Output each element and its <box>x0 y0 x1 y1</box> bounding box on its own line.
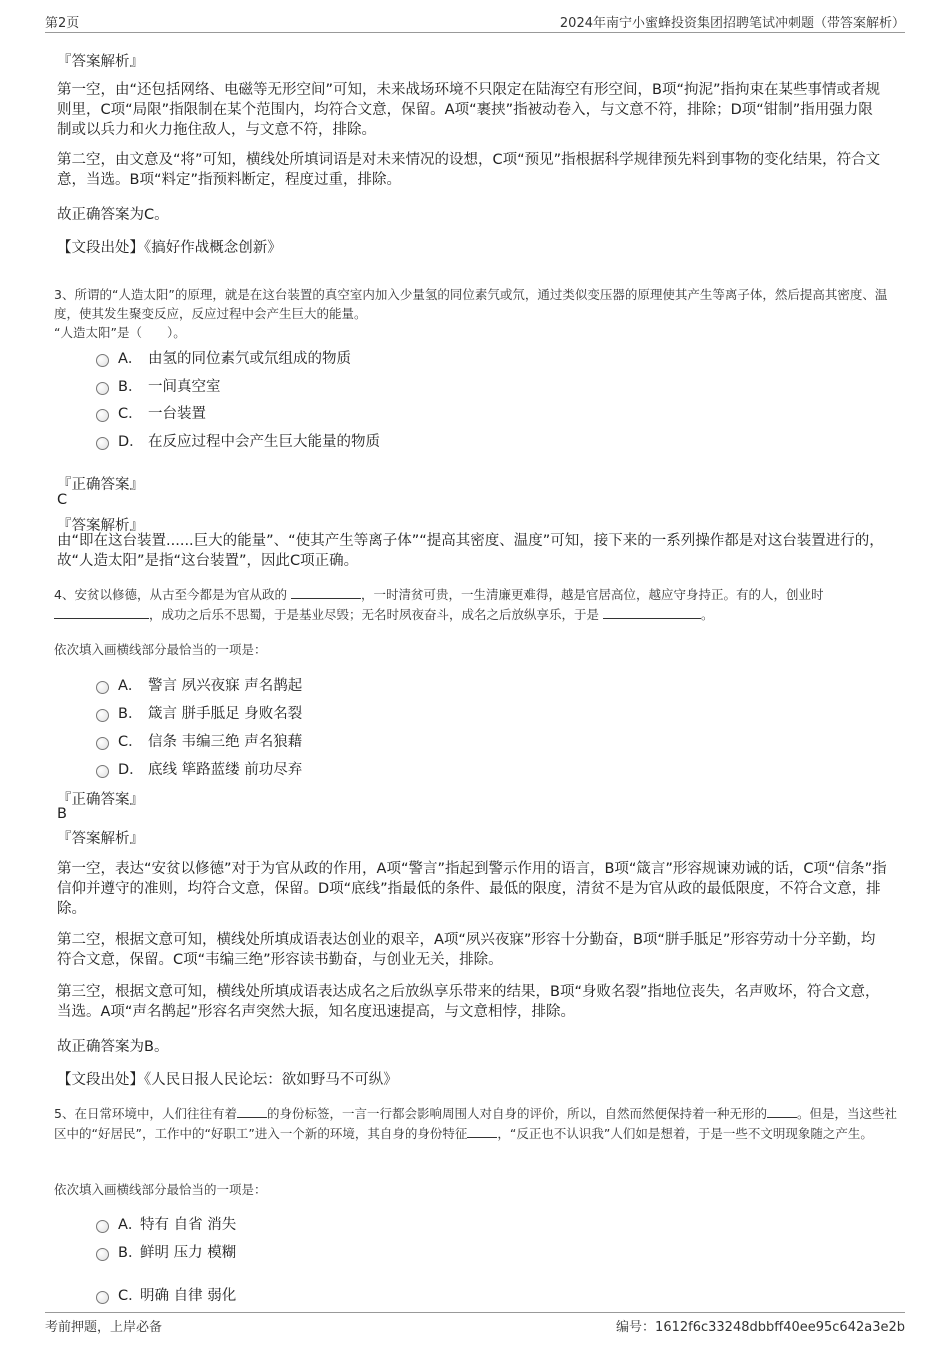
analysis-label: 『答案解析』 <box>57 518 144 534</box>
option-text: 明确 自律 弱化 <box>140 1288 237 1304</box>
option-text: 在反应过程中会产生巨大能量的物质 <box>148 434 380 450</box>
option-text: 特有 自省 消失 <box>140 1217 237 1233</box>
option-letter: B． <box>118 379 143 395</box>
analysis-paragraph: 第三空，根据文意可知，横线处所填成语表达成名之后放纵享乐带来的结果，B项“身败名裂”指地位丧失，名声败坏，符合文意，当选。A项“声名鹊起”形容名声突然大振，知名度迅速提高，与文意相悖，排除。 <box>57 984 880 1020</box>
question-stem <box>54 584 899 624</box>
document-title: 2024年南宁小蜜蜂投资集团招聘笔试冲刺题（带答案解析） <box>559 16 905 31</box>
correct-answer-label: 『正确答案』 <box>57 792 144 808</box>
option-text: 信条 韦编三绝 声名狼藉 <box>148 734 303 750</box>
option-text: 一台装置 <box>148 406 206 422</box>
option-d[interactable] <box>96 430 380 451</box>
page-number: 第2页 <box>45 16 80 31</box>
question-stem: 3、所谓的“人造太阳”的原理，就是在这台装置的真空室内加入少量氢的同位素氕或氘，通过类似变压器的原理使其产生等离子体，然后提高其密度、温度，使其发生聚变反应，反应过程中会产生巨大的能量。 <box>54 287 888 321</box>
stem-text: 。 <box>701 607 714 622</box>
option-letter: A． <box>118 1217 143 1233</box>
option-letter: B． <box>118 1245 143 1261</box>
stem-text: 的身份标签，一言一行都会影响周围人对自身的评价，所以，自然而然便保持着一种无形的 <box>266 1106 767 1121</box>
footer-divider <box>45 1312 905 1313</box>
option-text: 鲜明 压力 模糊 <box>140 1245 237 1261</box>
option-b[interactable] <box>96 375 221 396</box>
question-prompt: 依次填入画横线部分最恰当的一项是： <box>54 642 267 657</box>
footer-slogan: 考前押题，上岸必备 <box>45 1320 163 1335</box>
blank-line <box>767 1103 797 1118</box>
question-stem <box>54 1103 899 1143</box>
radio-icon[interactable] <box>96 437 109 450</box>
analysis-label: 『答案解析』 <box>57 831 144 847</box>
option-b[interactable] <box>96 702 302 723</box>
radio-icon[interactable] <box>96 409 109 422</box>
header-divider <box>45 32 905 33</box>
analysis-paragraph: 第二空，由文意及“将”可知，横线处所填词语是对未来情况的设想，C项“预见”指根据科学规律预先料到事物的变化结果，符合文意，当选。B项“料定”指预料断定，程度过重，排除。 <box>57 152 881 188</box>
option-letter: C． <box>118 1288 143 1304</box>
blank-line <box>291 584 361 599</box>
option-letter: D． <box>118 434 144 450</box>
option-letter: A． <box>118 351 143 367</box>
radio-icon[interactable] <box>96 1291 109 1304</box>
option-a[interactable] <box>96 347 351 368</box>
option-text: 警言 夙兴夜寐 声名鹊起 <box>148 678 303 694</box>
option-text: 由氢的同位素氕或氘组成的物质 <box>148 351 351 367</box>
correct-answer: B <box>57 806 67 822</box>
source-citation: 【文段出处】《人民日报人民论坛：欲如野马不可纵》 <box>57 1072 398 1088</box>
blank-line <box>603 604 701 619</box>
option-letter: C． <box>118 406 143 422</box>
correct-answer: C <box>57 492 68 508</box>
option-letter: B． <box>118 706 143 722</box>
question-prompt: “人造太阳”是（ ）。 <box>54 325 186 340</box>
analysis-paragraph: 由“即在这台装置......巨大的能量”、“使其产生等离子体”“提高其密度、温度”可知，接下来的一系列操作都是对这台装置进行的，故“人造太阳”是指“这台装置”，因此C项正确。 <box>57 533 884 569</box>
analysis-label: 『答案解析』 <box>57 54 144 70</box>
correct-answer-label: 『正确答案』 <box>57 477 144 493</box>
conclusion: 故正确答案为C。 <box>57 207 169 223</box>
radio-icon[interactable] <box>96 681 109 694</box>
stem-text: ，成功之后乐不思蜀，于是基业尽毁；无名时夙夜奋斗，成名之后放纵享乐，于是 <box>149 607 600 622</box>
option-letter: A． <box>118 678 143 694</box>
option-letter: D． <box>118 762 144 778</box>
option-c[interactable] <box>96 730 302 751</box>
source-citation: 【文段出处】《搞好作战概念创新》 <box>57 240 282 256</box>
option-d[interactable] <box>96 758 302 779</box>
radio-icon[interactable] <box>96 765 109 778</box>
analysis-paragraph: 第一空，由“还包括网络、电磁等无形空间”可知，未来战场环境不只限定在陆海空有形空间，B项“拘泥”指拘束在某些事情或者规则里，C项“局限”指限制在某个范围内，均符合文意，保留。A项“裹挟”指被动卷入，与文意不符，排除；D项“钳制”指用强力限制或以兵力和火力拖住敌人，与文意不符，排除。 <box>57 82 880 138</box>
option-c[interactable] <box>96 402 206 423</box>
option-letter: C． <box>118 734 143 750</box>
blank-line <box>467 1123 497 1138</box>
stem-text: ，一时清贫可贵，一生清廉更难得，越是官居高位，越应守身持正。有的人，创业时 <box>360 587 824 602</box>
option-b[interactable] <box>96 1241 236 1262</box>
radio-icon[interactable] <box>96 1248 109 1261</box>
analysis-paragraph: 第一空，表达“安贫以修德”对于为官从政的作用，A项“警言”指起到警示作用的语言，B项“箴言”形容规谏劝诫的话，C项“信条”指信仰并遵守的准则，均符合文意，保留。D项“底线”指最低的条件、最低的限度，清贫不是为官从政的最低限度，不符合文意，排除。 <box>57 861 887 917</box>
radio-icon[interactable] <box>96 709 109 722</box>
question-prompt: 依次填入画横线部分最恰当的一项是： <box>54 1182 267 1197</box>
blank-line <box>54 604 149 619</box>
analysis-paragraph: 第二空，根据文意可知，横线处所填成语表达创业的艰辛，A项“夙兴夜寐”形容十分勤奋，B项“胼手胝足”形容劳动十分辛勤，均符合文意，保留。C项“韦编三绝”形容读书勤奋，与创业无关，排除。 <box>57 932 876 968</box>
stem-text: 。但是，当这些社区中的“好居民”，工作中的“好职工”进入一个新的环境，其自身的身份特征 <box>54 1106 897 1141</box>
blank-line <box>237 1103 267 1118</box>
option-text: 一间真空室 <box>148 379 221 395</box>
conclusion: 故正确答案为B。 <box>57 1039 169 1055</box>
option-c[interactable] <box>96 1284 236 1305</box>
option-text: 箴言 胼手胝足 身败名裂 <box>148 706 303 722</box>
stem-text: 5、在日常环境中，人们往往有着 <box>54 1106 237 1121</box>
option-text: 底线 筚路蓝缕 前功尽弃 <box>148 762 303 778</box>
document-id: 编号：1612f6c33248dbbff40ee95c642a3e2b <box>616 1320 905 1335</box>
stem-text: ，“反正也不认识我”人们如是想着，于是一些不文明现象随之产生。 <box>497 1126 873 1141</box>
radio-icon[interactable] <box>96 737 109 750</box>
radio-icon[interactable] <box>96 382 109 395</box>
option-a[interactable] <box>96 1213 236 1234</box>
stem-text: 4、安贫以修德，从古至今都是为官从政的 <box>54 587 287 602</box>
radio-icon[interactable] <box>96 354 109 367</box>
option-a[interactable] <box>96 674 302 695</box>
radio-icon[interactable] <box>96 1220 109 1233</box>
